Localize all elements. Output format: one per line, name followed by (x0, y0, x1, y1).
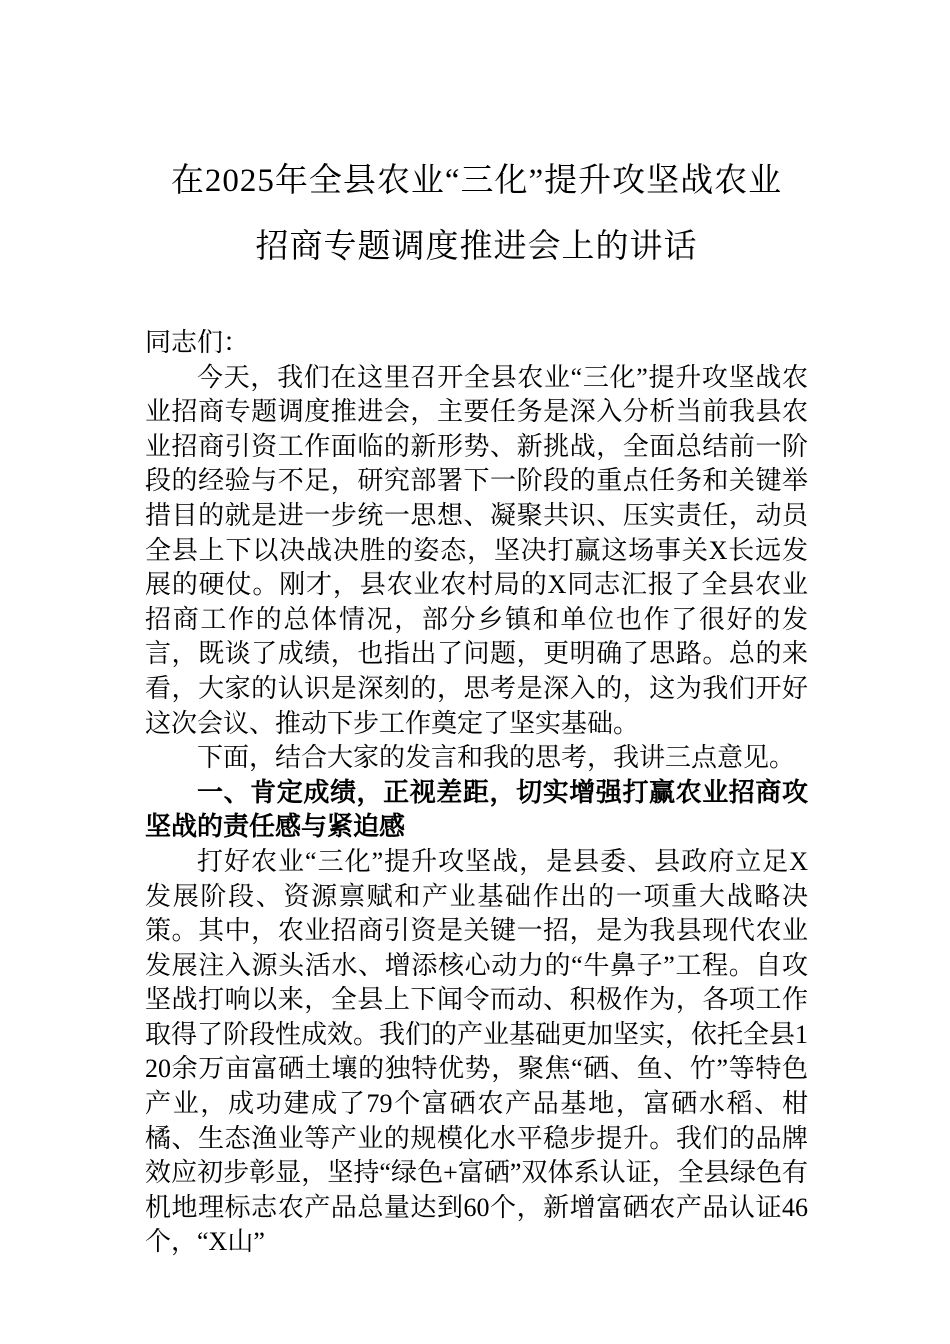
document-title-line-2: 招商专题调度推进会上的讲话 (255, 229, 698, 265)
paragraph-section-body: 打好农业“三化”提升攻坚战，是县委、县政府立足X发展阶段、资源禀赋和产业基础作出的一项重大战略决策。其中，农业招商引资是关键一招，是为我县现代农业发展注入源头活水、增添核心动力的“牛鼻子”工程。自攻坚战打响以来，全县上下闻令而动、积极作为，各项工作取得了阶段性成效。我们的产业基础更加坚实，依托全县120余万亩富硒土壤的独特优势，聚焦“硒、鱼、竹”等特色产业，成功建成了79个富硒农产品基地，富硒水稻、柑橘、生态渔业等产业的规模化水平稳步提升。我们的品牌效应初步彰显，坚持“绿色+富硒”双体系认证，全县绿色有机地理标志农产品总量达到60个，新增富硒农产品认证46个，“X山” (145, 846, 809, 1257)
salutation: 同志们： (145, 328, 250, 357)
section-heading-1: 一、肯定成绩，正视差距，切实增强打赢农业招商攻坚战的责任感与紧迫感 (145, 777, 808, 842)
paragraph-transition: 下面，结合大家的发言和我的思考，我讲三点意见。 (197, 743, 796, 773)
paragraph-opening: 今天，我们在这里召开全县农业“三化”提升攻坚战农业招商专题调度推进会，主要任务是深入分析当前我县农业招商引资工作面临的新形势、新挑战，全面总结前一阶段的经验与不足，研究部署下一阶段的重点任务和关键举措目的就是进一步统一思想、凝聚共识、压实责任，动员全县上下以决战决胜的姿态，坚决打赢这场事关X长远发展的硬仗。刚才，县农业农村局的X同志汇报了全县农业招商工作的总体情况，部分乡镇和单位也作了很好的发言，既谈了成绩，也指出了问题，更明确了思路。总的来看，大家的认识是深刻的，思考是深入的，这为我们开好这次会议、推动下步工作奠定了坚实基础。 (145, 362, 808, 738)
document-title-line-1: 在2025年全县农业“三化”提升攻坚战农业 (170, 163, 783, 199)
document-title (145, 148, 808, 280)
